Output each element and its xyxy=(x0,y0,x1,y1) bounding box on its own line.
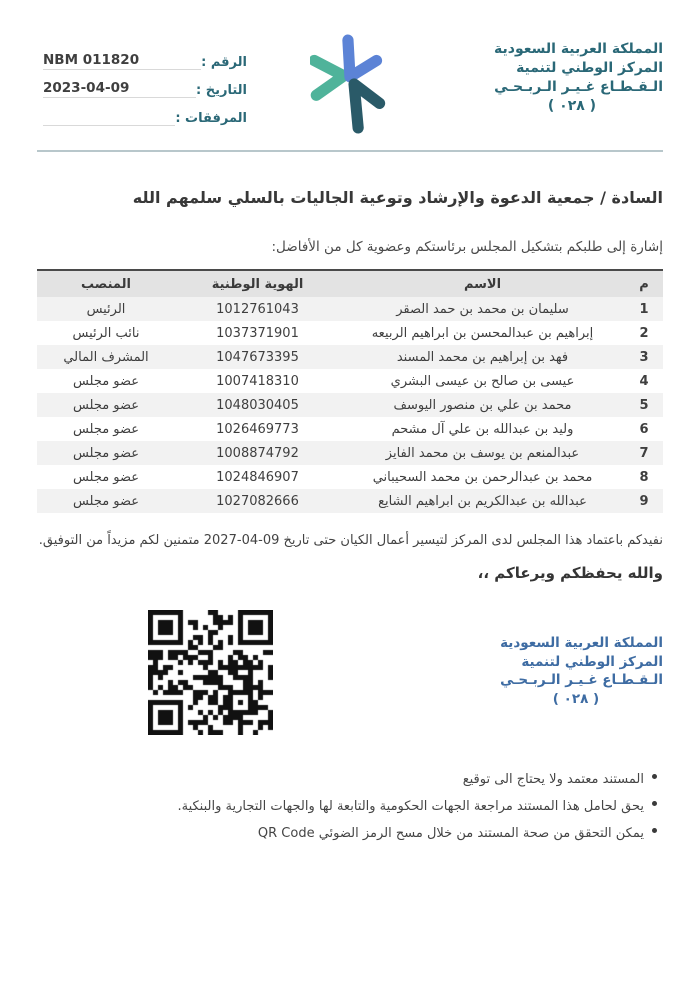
footer-org-line: الـقـطـاع غـيـر الـربـحـي xyxy=(500,672,663,688)
letter-header xyxy=(37,30,663,138)
org-header-block xyxy=(453,30,663,116)
members-table-body xyxy=(37,297,663,513)
org-header-line: الـقـطـاع غـيـر الـربـحـي xyxy=(494,79,663,95)
cell-no: 9 xyxy=(639,493,649,509)
cell-national-id: 1037371901 xyxy=(216,325,299,341)
org-header-line: المملكة العربية السعودية xyxy=(494,41,663,57)
cell-position: الرئيس xyxy=(86,301,126,317)
cell-name: محمد بن عبدالرحمن بن محمد السحيباني xyxy=(372,469,593,485)
cell-name: سليمان بن محمد بن حمد الصقر xyxy=(396,301,569,317)
col-header-position: المنصب xyxy=(37,270,175,297)
cell-name: عيسى بن صالح بن عيسى البشري xyxy=(390,373,575,389)
cell-no: 8 xyxy=(639,469,649,485)
cell-no: 4 xyxy=(639,373,649,389)
table-row xyxy=(37,393,663,417)
footer-org-line: ( ٠٢٨ ) xyxy=(552,690,600,707)
cell-no: 6 xyxy=(639,421,649,437)
note-item xyxy=(37,820,657,847)
header-divider xyxy=(37,150,663,152)
note-text: المستند معتمد ولا يحتاج الى توقيع xyxy=(462,772,644,787)
meta-row xyxy=(37,42,249,70)
note-item xyxy=(37,766,657,793)
recipient-line: السادة / جمعية الدعوة والإرشاد وتوعية الجاليات بالسلي سلمهم الله xyxy=(132,188,663,207)
note-item xyxy=(37,793,657,820)
cell-name: فهد بن إبراهيم بن محمد المسند xyxy=(396,349,569,365)
meta-row xyxy=(37,98,249,126)
cell-name: عبدالله بن عبدالكريم بن ابراهيم الشايع xyxy=(378,493,587,509)
footer-notes-list xyxy=(37,766,663,847)
cell-position: نائب الرئيس xyxy=(72,325,140,341)
cell-national-id: 1047673395 xyxy=(216,349,299,365)
table-row xyxy=(37,489,663,513)
meta-row xyxy=(37,70,249,98)
cell-national-id: 1024846907 xyxy=(216,469,299,485)
cell-national-id: 1026469773 xyxy=(216,421,299,437)
org-header-line: ( ٠٢٨ ) xyxy=(547,98,597,114)
qr-code xyxy=(148,610,273,735)
reference-meta-block xyxy=(37,30,249,126)
meta-label: الرقم : xyxy=(201,55,247,70)
col-header-national-id: الهوية الوطنية xyxy=(175,270,340,297)
cell-no: 2 xyxy=(639,325,649,341)
cell-position: عضو مجلس xyxy=(72,469,140,485)
cell-no: 7 xyxy=(639,445,649,461)
qr-band xyxy=(37,608,663,760)
table-header-row xyxy=(37,270,663,297)
footer-org-block xyxy=(463,634,663,708)
cell-national-id: 1012761043 xyxy=(216,301,299,317)
table-row xyxy=(37,417,663,441)
table-row xyxy=(37,345,663,369)
cell-position: عضو مجلس xyxy=(72,421,140,437)
meta-label: المرفقات : xyxy=(175,111,247,126)
cell-no: 3 xyxy=(639,349,649,365)
table-row xyxy=(37,369,663,393)
col-header-no: م xyxy=(625,270,663,297)
table-row xyxy=(37,441,663,465)
cell-position: عضو مجلس xyxy=(72,373,140,389)
intro-line: إشارة إلى طلبكم بتشكيل المجلس برئاستكم وعضوية كل من الأفاضل: xyxy=(271,239,663,255)
meta-value xyxy=(43,108,175,126)
members-table xyxy=(37,269,663,513)
cell-national-id: 1007418310 xyxy=(216,373,299,389)
table-row xyxy=(37,465,663,489)
cell-position: عضو مجلس xyxy=(72,397,140,413)
cell-name: محمد بن علي بن منصور اليوسف xyxy=(393,397,572,413)
cell-no: 5 xyxy=(639,397,649,413)
org-header-line: المركز الوطني لتنمية xyxy=(516,60,663,76)
cell-name: إبراهيم بن عبدالمحسن بن ابراهيم الربيعه xyxy=(371,325,594,341)
table-row xyxy=(37,321,663,345)
cell-national-id: 1008874792 xyxy=(216,445,299,461)
confirmation-line: نفيدكم باعتماد هذا المجلس لدى المركز لتيسير أعمال الكيان حتى تاريخ 09-04-2027 متمنين لكم مزيداً من التوفيق. xyxy=(38,533,663,548)
footer-org-line: المملكة العربية السعودية xyxy=(500,635,663,651)
cell-position: المشرف المالي xyxy=(63,349,149,365)
cell-name: وليد بن عبدالله بن علي آل مشحم xyxy=(391,421,574,437)
meta-label: التاريخ : xyxy=(196,83,247,98)
col-header-name: الاسم xyxy=(340,270,625,297)
bullet-icon xyxy=(652,828,657,833)
closing-line: والله يحفظكم ويرعاكم ،، xyxy=(477,564,663,582)
meta-value: NBM 011820 xyxy=(43,52,201,70)
note-text: يمكن التحقق من صحة المستند من خلال مسح الرمز الضوئي QR Code xyxy=(257,826,644,841)
bullet-icon xyxy=(652,774,657,779)
ncnp-logo-icon xyxy=(310,34,392,138)
meta-value: 2023-04-09 xyxy=(43,80,196,98)
cell-position: عضو مجلس xyxy=(72,493,140,509)
footer-org-line: المركز الوطني لتنمية xyxy=(521,653,663,670)
bullet-icon xyxy=(652,801,657,806)
cell-no: 1 xyxy=(639,301,649,317)
note-text: يحق لحامل هذا المستند مراجعة الجهات الحكومية والتابعة لها والجهات التجارية والبنكية. xyxy=(177,799,644,814)
cell-national-id: 1048030405 xyxy=(216,397,299,413)
cell-position: عضو مجلس xyxy=(72,445,140,461)
table-row xyxy=(37,297,663,321)
cell-national-id: 1027082666 xyxy=(216,493,299,509)
cell-name: عبدالمنعم بن يوسف بن محمد الفايز xyxy=(385,445,580,461)
